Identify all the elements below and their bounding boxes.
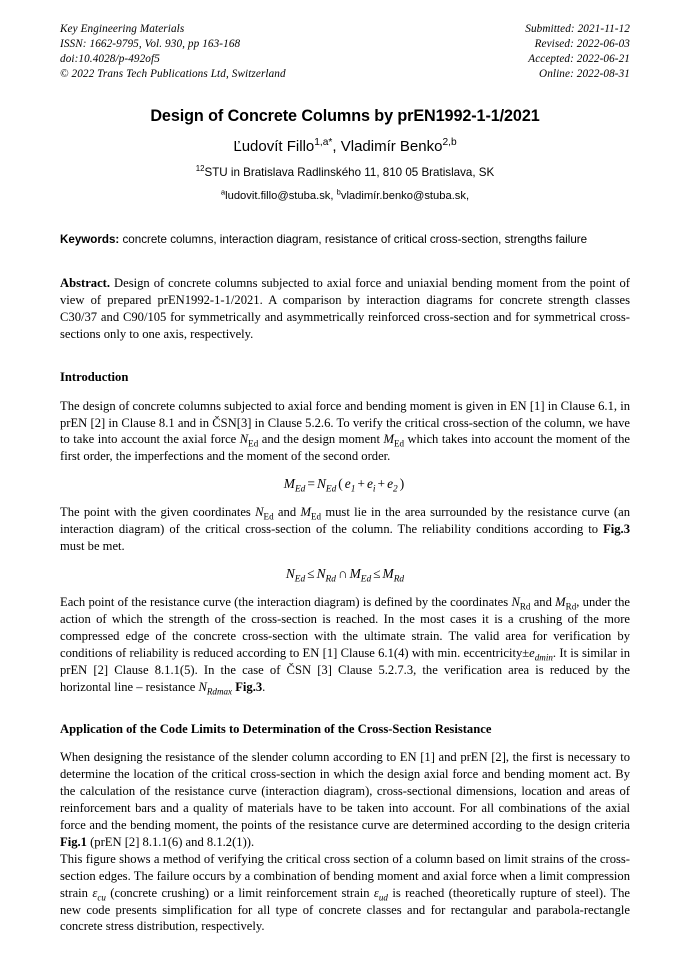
variable-base: M <box>555 595 566 610</box>
email-address-2: vladimír.benko@stuba.sk, <box>340 190 470 202</box>
eq2-var1-base: N <box>285 566 295 582</box>
eq1-plus-2: + <box>377 476 386 492</box>
app-p1-part-a: When designing the resistance of the slender column according to EN [1] and prEN [2], the first is necessary to determine the location of the critical cross-section in which the design axial force and bending moment act. By the calculation of the resistance curve (interaction diagram), cross-sectional dimensions, location and areas of reinforcement bars and a quality of materials have to be taken into account. For all combinations of the axial force and the bending moment, the points of the resistance curve are determined according to the design criteria <box>60 750 630 832</box>
abstract-text: Design of concrete columns subjected to axial force and uniaxial bending moment from the point of view of prepared prEN1992-1-1/2021. A comparison by interaction diagrams for concrete strength classes C30/37 and C90/105 for symmetrically and asymmetrically reinforced cross-section and for symmetrical cross-sections only to one axis, respectively. <box>60 276 630 342</box>
variable-subscript: Ed <box>393 438 405 449</box>
figure-reference-fig1: Fig.1 <box>60 834 87 849</box>
eq2-var4-base: M <box>382 566 394 582</box>
intro-p2-part-c: must lie in the area surrounded by the resistance curve (an interaction diagram) of the critical cross-section of the column. The reliability conditions according to <box>60 505 630 537</box>
figure-reference-fig3-b: Fig.3 <box>235 679 263 694</box>
intro-p3-part-a: Each point of the resistance curve (the interaction diagram) is defined by the coordinates <box>60 595 512 610</box>
variable-subscript: dmin <box>534 652 553 663</box>
intro-paragraph-1 <box>60 398 630 466</box>
variable-med-1 <box>383 432 405 449</box>
keywords-text: concrete columns, interaction diagram, resistance of critical cross-section, strengths failure <box>119 233 588 246</box>
heading-introduction: Introduction <box>60 370 129 385</box>
variable-base: N <box>511 595 520 610</box>
date-submitted: Submitted: 2021-11-12 <box>525 23 630 35</box>
eq1-term1-base: e <box>344 476 351 492</box>
variable-med-2 <box>300 505 322 522</box>
intro-p3-part-f: . <box>262 679 266 694</box>
intro-p2-part-a: The point with the given coordinates <box>60 505 256 520</box>
keywords-label: Keywords: <box>60 233 120 246</box>
date-accepted: Accepted: 2022-06-21 <box>528 53 630 65</box>
eq1-term1-sub: 1 <box>350 484 356 495</box>
variable-subscript: ud <box>378 892 388 903</box>
eq1-rhs-base: N <box>316 476 326 492</box>
intro-p2-part-b: and <box>273 505 301 520</box>
intro-paragraph-2 <box>60 504 630 555</box>
eq1-lhs-base: M <box>283 476 295 492</box>
app-p2-part-b: (concrete crushing) or a limit reinforcement strain <box>105 885 374 900</box>
abstract-label: Abstract. <box>60 276 111 291</box>
equation-1 <box>60 476 630 495</box>
variable-base: e <box>529 645 535 660</box>
affiliation-text: STU in Bratislava Radlinského 11, 810 05 Bratislava, SK <box>204 166 495 179</box>
author-name-2: Vladimír Benko <box>340 138 443 155</box>
intro-p1-part-a: The design of concrete columns subjected to axial force and bending moment is given in EN [1] in Clause 6.1, in prEN [2] in Clause 8.1 and in ČSN[3] in Clause 5.2.6. To verify the critical cross-section of the column, we have to take into account the axial force <box>60 398 630 447</box>
publication-header <box>60 22 630 82</box>
figure-reference-fig3-a: Fig.3 <box>603 522 630 537</box>
eq2-operator-3: ≤ <box>373 566 381 582</box>
variable-base: M <box>300 505 311 520</box>
variable-ned-2 <box>255 505 274 522</box>
variable-subscript: cu <box>97 892 106 903</box>
variable-base: N <box>255 505 264 520</box>
eq1-paren-close: ) <box>399 476 405 492</box>
variable-subscript: Rd <box>565 601 577 612</box>
variable-base: ε <box>92 885 98 900</box>
eq1-lhs-sub: Ed <box>294 484 306 495</box>
variable-epsilon-ud <box>373 885 388 903</box>
intro-p3-part-b: and <box>530 595 556 610</box>
eq2-operator-1: ≤ <box>307 566 315 582</box>
variable-subscript: Rd <box>519 601 531 612</box>
eq1-rhs-sub: Ed <box>325 484 337 495</box>
email-address-1: ludovit.fillo@stuba.sk, <box>225 190 337 202</box>
eq2-var3-base: M <box>349 566 361 582</box>
eq1-term3-sub: 2 <box>393 484 398 495</box>
eq2-var2-base: N <box>316 566 326 582</box>
app-p2-part-a: This figure shows a method of verifying the critical cross section of a column based on limit strains of the cross-section edges. The failure occurs by a combination of bending moment and axial force when a limit compression strain <box>60 851 630 900</box>
variable-mrd <box>555 595 577 612</box>
journal-name: Key Engineering Materials <box>60 23 185 35</box>
keywords-block <box>60 232 630 248</box>
eq1-plus-1: + <box>357 476 365 492</box>
title-block <box>60 107 630 202</box>
eq2-var1-sub: Ed <box>294 574 306 585</box>
author-separator: , <box>332 138 341 155</box>
journal-info <box>60 22 286 82</box>
app-p1-part-b: (prEN [2] 8.1.1(6) and 8.1.2(1)). <box>86 834 255 849</box>
equation-2 <box>60 566 630 585</box>
intro-p1-part-b: and the design moment <box>258 432 384 447</box>
variable-subscript: Ed <box>310 511 322 522</box>
variable-nrd <box>511 595 531 612</box>
variable-base: N <box>239 432 249 447</box>
author-affiliation-marker-1: 1,a* <box>314 137 333 148</box>
variable-subscript: Ed <box>263 511 274 522</box>
eq1-equals: = <box>307 476 315 492</box>
variable-ned-1 <box>239 432 259 449</box>
intro-paragraph-3 <box>60 594 630 696</box>
journal-doi: doi:10.4028/p-492of5 <box>60 53 160 65</box>
eq1-term2-sub: i <box>372 484 376 495</box>
journal-issn: ISSN: 1662-9795, Vol. 930, pp 163-168 <box>60 38 241 50</box>
affiliation-marker: 12 <box>195 164 205 174</box>
intro-p1-part-c: which takes into account the moment of the first order, the imperfections and the moment of the second order. <box>60 432 630 464</box>
eq1-term2-base: e <box>366 476 373 492</box>
eq1-paren-open: ( <box>338 476 343 492</box>
page-title: Design of Concrete Columns by prEN1992-1-1/2021 <box>150 107 540 125</box>
eq2-var2-sub: Rd <box>325 574 336 585</box>
variable-nrdmax <box>198 679 233 697</box>
eq2-operator-2: ∩ <box>337 566 348 582</box>
author-affiliation-marker-2: 2,b <box>442 137 457 148</box>
variable-subscript: Ed <box>248 438 259 449</box>
email-marker-b: b <box>336 187 341 197</box>
affiliation-line <box>60 166 630 179</box>
eq2-var4-sub: Rd <box>393 574 405 585</box>
application-paragraph-2 <box>60 851 630 936</box>
heading-application: Application of the Code Limits to Determination of the Cross-Section Resistance <box>60 721 492 736</box>
author-emails <box>60 187 630 202</box>
variable-epsilon-cu <box>92 885 106 903</box>
author-list <box>60 138 630 155</box>
eq2-var3-sub: Ed <box>360 574 372 585</box>
eq1-term3-base: e <box>387 476 394 492</box>
variable-subscript: Rdmax <box>206 686 233 697</box>
intro-p3-part-c: , under the action of which the strength of the cross-section is reached. In the most cases it is a crushing of the more compressed edge of the concrete cross-section with the ultimate strain. The valid area for verification by conditions of reliability is reduced according to EN [1] Clause 6.1(4) with min. eccentricity± <box>60 595 630 660</box>
date-online: Online: 2022-08-31 <box>539 68 630 80</box>
submission-dates <box>525 22 630 82</box>
intro-p3-part-d: . It is similar in prEN [2] Clause 8.1.1(5). In the case of ČSN [3] Clause 5.2.7.3, the verification area is reduced by the horizontal line – resistance <box>60 645 631 694</box>
app-p2-part-c: is reached (theoretically rupture of steel). The new code presents simplification for all type of concrete classes and for rectangular and parabola-rectangle concrete stress distribution, respectively. <box>60 885 630 934</box>
variable-edmin <box>529 645 553 663</box>
journal-copyright: © 2022 Trans Tech Publications Ltd, Switzerland <box>60 68 286 80</box>
intro-p2-part-d: must be met. <box>60 539 125 554</box>
author-name-1: Ľudovít Fillo <box>233 138 315 155</box>
application-paragraph-1 <box>60 749 630 851</box>
email-marker-a: a <box>220 187 226 197</box>
variable-base: N <box>198 679 207 694</box>
variable-base: M <box>383 432 394 447</box>
variable-base: ε <box>373 885 379 900</box>
abstract-block <box>60 275 630 343</box>
date-revised: Revised: 2022-06-03 <box>534 38 630 50</box>
